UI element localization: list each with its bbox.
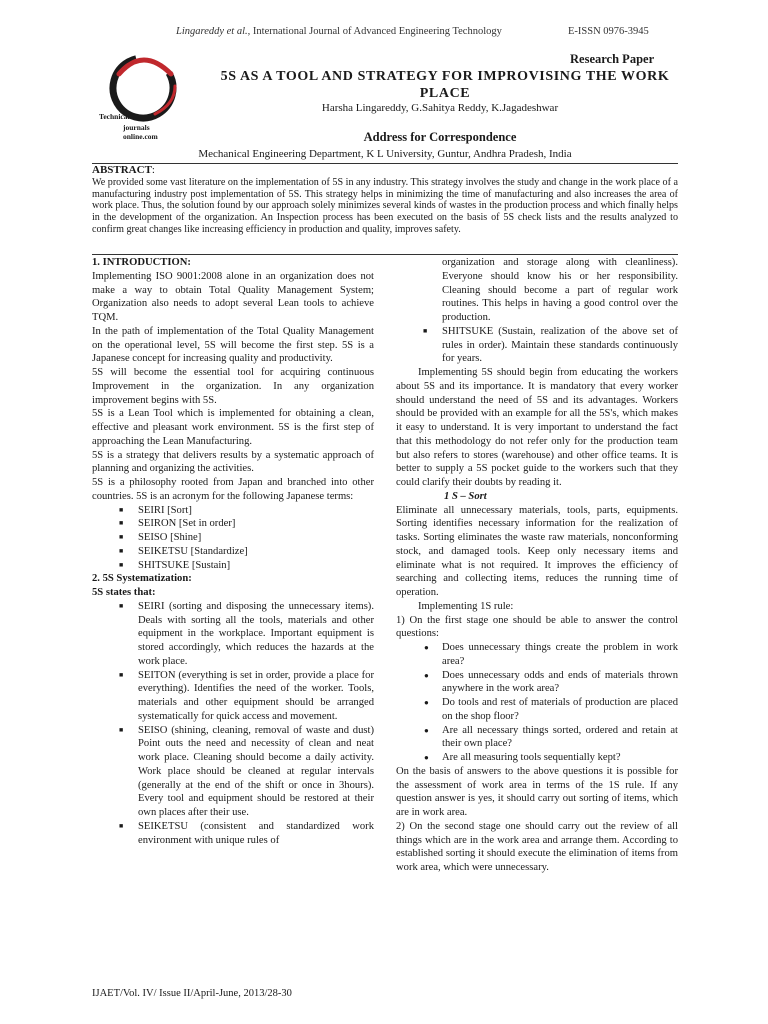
journal-logo — [95, 52, 205, 147]
list-item: ■ SEITON (everything is set in order, provide a place for everything). Identifies the need of the worker. Tools, materials and other equipment should be arranged systematically for quick access and movement. — [92, 669, 374, 724]
address-heading: Address for Correspondence — [363, 130, 517, 144]
abstract-top-rule — [92, 163, 678, 164]
list-item: ■ SHITSUKE [Sustain] — [92, 559, 374, 573]
sort-heading: 1 S – Sort — [444, 490, 487, 502]
stage-one-paragraph: 1) On the first stage one should be able to answer the control questions: — [396, 614, 678, 640]
implementing-rule-label: Implementing 1S rule: — [418, 600, 514, 612]
list-item: ● Do tools and rest of materials of production are placed on the shop floor? — [396, 696, 678, 724]
shitsuke-list — [396, 325, 678, 366]
control-questions-list — [396, 641, 678, 765]
list-item: ■ SEISO [Shine] — [92, 531, 374, 545]
list-item: ■ SEIRI (sorting and disposing the unnecessary items). Deals with sorting all the tools, materials and other equipment in the workplace. Important equipment is stored accordingly, which reduces the hazards at the work place. — [92, 600, 374, 669]
logo-text-line3: online.com — [123, 132, 158, 141]
list-item: ■ SEIKETSU [Standardize] — [92, 545, 374, 559]
abstract-heading: ABSTRACT: — [92, 164, 155, 176]
paper-title: 5S AS A TOOL AND STRATEGY FOR IMPROVISING THE WORK PLACE — [220, 69, 670, 101]
running-header-journal: Lingareddy et al., International Journal of Advanced Engineering Technology — [176, 26, 502, 37]
intro-paragraph: 5S is a strategy that delivers results by a systematic approach of planning and organizing the activities. — [92, 449, 374, 475]
sort-paragraph: Eliminate all unnecessary materials, tools, parts, equipments. Sorting identifies necessary information for the realization of tasks. Sorting eliminates the waste raw materials, nonconforming stock, and damaged tools. Keep only necessary items and eliminate what is not required. It improves the efficiency of searching and collecting items, reduces the running time of operation. — [396, 504, 678, 598]
intro-paragraph: Implementing ISO 9001:2008 alone in an organization does not make a way to obtain Total Quality Management System; Organization also needs to adopt several Lean tools to achieve TQM. — [92, 270, 374, 323]
logo-text-line1: Technical — [99, 112, 130, 121]
list-item: ■ SEIRON [Set in order] — [92, 517, 374, 531]
address-text: Mechanical Engineering Department, K L University, Guntur, Andhra Pradesh, India — [198, 148, 572, 160]
list-item: ● Does unnecessary things create the problem in work area? — [396, 641, 678, 669]
continued-paragraph: organization and storage along with cleanliness). Everyone should know his or her responsibility. Cleaning should become a part of regular work routines. This helps in having a good control over the production. — [442, 257, 678, 323]
basis-paragraph: On the basis of answers to the above questions it is possible for the assessment of work area in terms of the 1S rule. If any question answer is yes, it should carry out sorting of items, which are in work area. — [396, 765, 678, 818]
list-item: ■ SEIRI [Sort] — [92, 504, 374, 518]
intro-paragraph: 5S is a philosophy rooted from Japan and branched into other countries. 5S is an acronym for the following Japanese terms: — [92, 477, 374, 502]
intro-paragraph: In the path of implementation of the Total Quality Management on the operational level, 5S will become the first step. 5S is a Japanese concept for increasing quality and productivity. — [92, 325, 374, 365]
right-column — [396, 256, 678, 875]
intro-paragraph: 5S is a Lean Tool which is implemented for obtaining a clean, effective and pleasant work environment. 5S is the first step of approaching the Lean Manufacturing. — [92, 408, 374, 447]
abstract-text: We provided some vast literature on the implementation of 5S in any industry. This strategy involves the study and change in the work place of a manufacturing industry post implementation of 5S. This strategy helps in minimizing the time of manufacturing and also increases the area of work place. Thus, the solution found by our approach solely minimizes several kinds of wastes in the production process and which finally helps in the development of the organization. An Inspection process has been executed on the basis of 5S check lists and the results analyzed to confirm great changes like increasing efficiency in production and quality, improves safety. — [92, 177, 678, 235]
stage-two-paragraph: 2) On the second stage one should carry out the review of all things which are in the work area and arrange them. According to established sorting it should execute the elimination of items from work area, which were unnecessary. — [396, 820, 678, 873]
systematization-heading: 2. 5S Systematization: — [92, 573, 192, 585]
list-item: ● Are all measuring tools sequentially kept? — [396, 751, 678, 765]
list-item: ■ SHITSUKE (Sustain, realization of the above set of rules in order). Maintain these standards continuously for years. — [396, 325, 678, 366]
implementation-paragraph: Implementing 5S should begin from educating the workers about 5S and its importance. It is mandatory that every worker should understand the need of 5S and its advantages. Workers should be provided with an example for all the 5S's, which makes it easy to understand. It is very important to understand the fact that this methodology do not refer only for the production team but also refers to stores (warehouse) and other office teams. It is better to supply a 5S pocket guide to the workers such that they could clarify their doubts by reading it. — [396, 367, 678, 488]
running-header-issn: E-ISSN 0976-3945 — [568, 26, 649, 37]
list-item: ■ SEISO (shining, cleaning, removal of waste and dust) Point outs the need and necessity of clean and neat work place. Cleaning should become a daily activity. Work place should be cleaned at regular intervals (generally at the end of the shift or once in 3hours). Every tool and equipment should be restored at their own places after their use. — [92, 724, 374, 820]
5s-states-list — [92, 600, 374, 848]
list-item: ● Does unnecessary odds and ends of materials thrown anywhere in the work area? — [396, 669, 678, 697]
list-item: ● Are all necessary things sorted, ordered and retain at their own place? — [396, 724, 678, 752]
page-footer: IJAET/Vol. IV/ Issue II/April-June, 2013/28-30 — [92, 988, 292, 999]
japanese-terms-list — [92, 504, 374, 573]
logo-text-line2: journals — [123, 123, 150, 132]
states-heading: 5S states that: — [92, 587, 156, 598]
abstract-bottom-rule — [92, 254, 678, 255]
intro-paragraph: 5S will become the essential tool for acquiring continuous Improvement in the organization. In any organization improvement begins with 5S. — [92, 367, 374, 406]
paper-type-label: Research Paper — [570, 52, 655, 66]
list-item: ■ SEIKETSU (consistent and standardized work environment with unique rules of — [92, 820, 374, 848]
left-column — [92, 256, 374, 847]
author-list: Harsha Lingareddy, G.Sahitya Reddy, K.Jagadeshwar — [321, 102, 559, 114]
introduction-heading: 1. INTRODUCTION: — [92, 257, 191, 268]
